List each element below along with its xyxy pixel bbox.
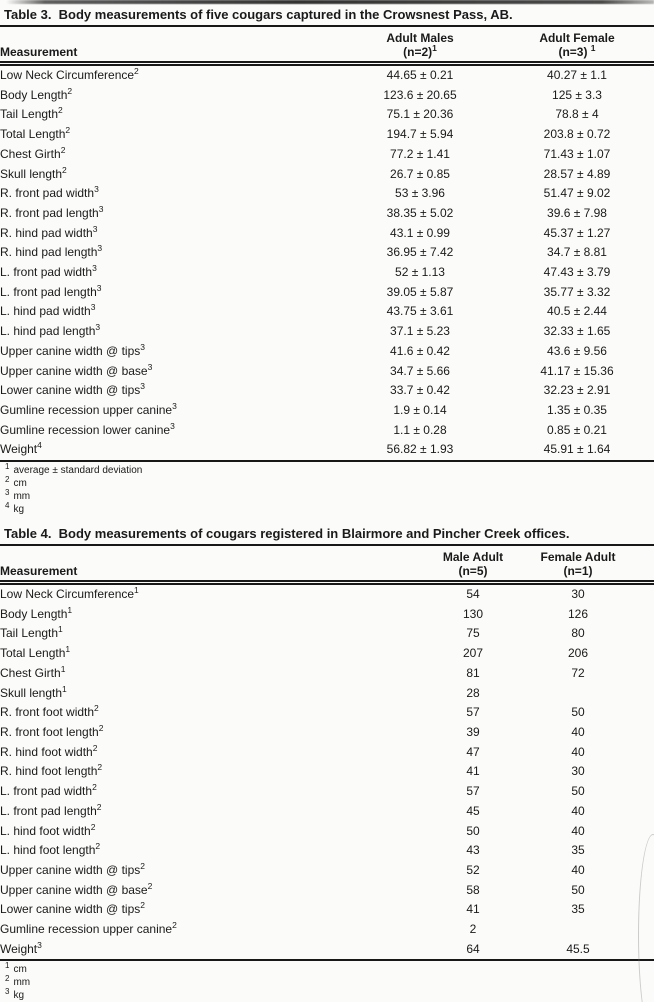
footnote-marker: 3	[92, 263, 97, 274]
footnote-marker: 2	[97, 762, 103, 773]
header-line2: (n=2)	[403, 44, 433, 59]
female-value: 51.47 ± 9.02	[543, 186, 611, 201]
footnote-marker: 4	[5, 500, 10, 510]
male-value: 36.95 ± 7.42	[386, 245, 454, 260]
measurement-label: R. hind foot length$^2$	[0, 762, 103, 779]
measurement-label: L. hind pad width$^3$	[0, 302, 96, 319]
footnote: $^1$ cm	[5, 961, 27, 976]
female-value: 30	[571, 587, 585, 602]
female-value: 125 ± 3.3	[552, 87, 602, 102]
measurement-label: Weight$^3$	[0, 940, 420, 961]
female-value	[526, 920, 654, 940]
female-value: 126	[567, 606, 589, 621]
footnote-marker: 2	[60, 144, 66, 155]
footnote-marker: 1	[65, 644, 71, 655]
female-value: 34.7 ± 8.81	[547, 245, 607, 260]
male-value: 44.65 ± 0.21	[386, 68, 454, 82]
male-value: 130	[462, 606, 484, 621]
male-value: 39	[466, 724, 480, 739]
table-row	[0, 283, 654, 303]
footnote-marker: 1	[5, 461, 10, 471]
header-line1: Male Adult	[442, 550, 504, 565]
footnote-marker: 2	[134, 66, 139, 76]
measurement-label: L. hind foot length$^2$	[0, 841, 101, 858]
footnote: $^1$ average ± standard deviation	[5, 461, 143, 477]
female-value: 30	[571, 764, 585, 779]
footnote-marker: 1	[590, 42, 596, 53]
table-row	[0, 342, 654, 362]
table-row	[0, 322, 654, 342]
measurement-label: R. front pad width$^3$	[0, 184, 99, 201]
header-line1: Adult Female	[539, 31, 615, 45]
footnote-marker: 1	[432, 42, 437, 53]
measurement-label: Lower canine width @ tips$^2$	[0, 900, 145, 917]
measurement-label: R. front pad length$^3$	[0, 203, 104, 220]
male-value: 34.7 ± 5.66	[390, 363, 450, 378]
column-header-measurement: Measurement	[0, 27, 340, 64]
footnote-marker: 3	[90, 302, 96, 313]
table3-body	[0, 64, 654, 462]
table-row	[0, 125, 654, 145]
footnote-marker: 1	[134, 585, 139, 596]
footnote-marker: 2	[92, 782, 97, 793]
male-value: 75.1 ± 20.36	[386, 107, 454, 122]
female-value: 50	[571, 705, 585, 720]
female-value: 50	[571, 882, 585, 897]
male-value: 1.9 ± 0.14	[393, 402, 447, 417]
table-row	[0, 861, 654, 881]
male-value: 37.1 ± 5.23	[390, 324, 450, 339]
footnote-marker: 2	[95, 841, 101, 852]
male-value: 77.2 ± 1.41	[390, 146, 450, 161]
footnote-marker: 2	[58, 105, 63, 116]
measurement-label: L. hind foot width$^2$	[0, 821, 96, 838]
measurement-label: R. hind pad length$^3$	[0, 243, 103, 260]
table-row	[0, 145, 654, 165]
footnote-marker: 1	[62, 683, 67, 694]
measurement-label: Upper canine width @ tips$^3$	[0, 341, 145, 358]
column-header-female-adult	[526, 546, 654, 583]
footnote-marker: 2	[67, 85, 73, 96]
table-row	[0, 64, 654, 86]
table-row	[0, 165, 654, 185]
footnote-marker: 2	[62, 164, 67, 175]
male-value: 43.1 ± 0.99	[390, 225, 450, 240]
footnote-marker: 3	[95, 322, 101, 333]
male-value: 38.35 ± 5.02	[386, 205, 454, 220]
table-row	[0, 184, 654, 204]
footnote-marker: 3	[94, 184, 99, 195]
male-value: 45	[466, 803, 480, 818]
measurement-label: Low Neck Circumference$^2$	[0, 66, 139, 82]
footnote: $^2$ cm	[5, 474, 27, 490]
table-row	[0, 381, 654, 401]
male-value: 57	[466, 784, 480, 799]
female-value: 45.37 ± 1.27	[543, 225, 611, 240]
footnote-marker: 2	[94, 703, 99, 714]
table3-title: Table 3. Body measurements of five cougars captured in the Crowsnest Pass, AB.	[0, 7, 654, 27]
table-row	[0, 263, 654, 283]
measurement-label: Total Length$^2$	[0, 125, 71, 142]
footnote-marker: 2	[140, 860, 145, 871]
table-row	[0, 900, 654, 920]
measurement-label: L. front pad width$^3$	[0, 263, 97, 280]
table3-footnotes	[0, 461, 654, 516]
header-line1: Adult Males	[386, 31, 454, 45]
female-value: 72	[571, 665, 585, 680]
header-line1: Female Adult	[540, 550, 616, 565]
measurement-label: R. front foot length$^2$	[0, 722, 104, 739]
footnote-marker: 1	[5, 961, 10, 971]
footnote-marker: 3	[140, 381, 145, 392]
female-value: 45.5	[526, 940, 654, 961]
male-value: 41	[466, 902, 480, 917]
female-value: 78.8 ± 4	[555, 107, 599, 122]
male-value: 52 ± 1.13	[395, 265, 445, 280]
male-value: 64	[420, 940, 526, 961]
footnote-marker: 2	[96, 801, 102, 812]
male-value: 2	[469, 922, 477, 937]
scan-artifact-top	[6, 0, 654, 4]
male-value: 58	[466, 882, 480, 897]
measurement-label: Upper canine width @ base$^2$	[0, 880, 153, 897]
female-value: 40	[571, 803, 585, 818]
footnote-marker: 1	[58, 624, 63, 635]
table-row	[0, 401, 654, 421]
footnote-marker: 2	[98, 722, 104, 733]
table-row	[0, 940, 654, 961]
male-value: 207	[462, 646, 484, 661]
male-value: 43	[466, 843, 480, 858]
measurement-label: L. hind pad length$^3$	[0, 322, 101, 339]
female-value: 40.27 ± 1.1	[547, 68, 607, 82]
measurement-label: Skull length$^1$	[0, 683, 67, 700]
table-row	[0, 743, 654, 763]
table-row	[0, 440, 654, 461]
footnote-marker: 3	[37, 939, 42, 950]
footnote-marker: 2	[5, 474, 10, 484]
footnote-marker: 2	[65, 125, 71, 136]
measurement-label: Upper canine width @ tips$^2$	[0, 860, 145, 877]
table-row	[0, 881, 654, 901]
male-value: 41	[466, 764, 480, 779]
female-value: 35.77 ± 3.32	[543, 284, 611, 299]
male-value: 75	[466, 626, 480, 641]
female-value: 39.6 ± 7.98	[547, 205, 607, 220]
footnote-marker: 2	[147, 880, 153, 891]
measurement-label: Low Neck Circumference$^1$	[0, 585, 139, 602]
female-value: 35	[571, 902, 585, 917]
female-value: 45.91 ± 1.64	[500, 440, 654, 461]
female-value: 40.5 ± 2.44	[547, 304, 607, 319]
female-value: 206	[567, 646, 589, 661]
measurements-table-3	[0, 27, 654, 462]
measurement-label: Body Length$^1$	[0, 604, 73, 621]
table-row	[0, 605, 654, 625]
table-row	[0, 583, 654, 605]
female-value: 80	[571, 626, 585, 641]
male-value: 81	[466, 665, 480, 680]
header-row	[0, 27, 654, 64]
table-row	[0, 822, 654, 842]
male-value: 194.7 ± 5.94	[386, 127, 454, 142]
measurement-label: Upper canine width @ base$^3$	[0, 361, 153, 378]
footnote: $^3$ kg	[5, 987, 25, 1002]
measurement-label: R. hind pad width$^3$	[0, 223, 98, 240]
female-value: 40	[571, 744, 585, 759]
table3-section	[0, 7, 654, 516]
male-value: 39.05 ± 5.87	[386, 284, 454, 299]
measurement-label: Gumline recession lower canine$^3$	[0, 420, 175, 437]
header-line2: (n=1)	[563, 563, 593, 578]
table3-header	[0, 27, 654, 64]
female-value: 32.33 ± 1.65	[543, 324, 611, 339]
table-row	[0, 644, 654, 664]
footnote-marker: 3	[5, 987, 10, 997]
male-value: 43.75 ± 3.61	[386, 304, 454, 319]
footnote-marker: 3	[97, 243, 103, 254]
table-row	[0, 421, 654, 441]
measurements-table-4	[0, 546, 654, 961]
table-row	[0, 362, 654, 382]
male-value: 50	[466, 823, 480, 838]
footnote-marker: 1	[60, 663, 66, 674]
footnote-marker: 3	[170, 420, 175, 431]
male-value: 33.7 ± 0.42	[390, 383, 450, 398]
footnote-marker: 3	[140, 341, 145, 352]
header-line2: (n=5)	[458, 563, 488, 578]
table-row	[0, 684, 654, 704]
male-value: 47	[466, 744, 480, 759]
female-value: 40	[571, 724, 585, 739]
male-value: 54	[466, 587, 480, 602]
female-value: 28.57 ± 4.89	[543, 166, 611, 181]
female-value: 35	[571, 843, 585, 858]
footnote-marker: 1	[67, 604, 73, 615]
table-row	[0, 920, 654, 940]
header-row	[0, 546, 654, 583]
footnote: $^3$ mm	[5, 487, 31, 503]
footnote-marker: 3	[147, 361, 153, 372]
female-value: 0.85 ± 0.21	[547, 422, 607, 437]
measurement-label: Total Length$^1$	[0, 644, 71, 661]
female-value: 40	[571, 862, 585, 877]
footnote-marker: 3	[96, 282, 102, 293]
measurement-label: R. front foot width$^2$	[0, 703, 99, 720]
female-value: 71.43 ± 1.07	[543, 146, 611, 161]
male-value: 53 ± 3.96	[395, 186, 445, 201]
measurement-label: L. front pad length$^2$	[0, 801, 102, 818]
column-header-adult-female	[500, 27, 654, 64]
measurement-label: Lower canine width @ tips$^3$	[0, 381, 145, 398]
measurement-label: L. front pad width$^2$	[0, 782, 97, 799]
female-value: 1.35 ± 0.35	[547, 402, 607, 417]
table-row	[0, 762, 654, 782]
measurement-label: Gumline recession upper canine$^2$	[0, 920, 177, 937]
footnote: $^4$ kg	[5, 500, 25, 516]
table-row	[0, 105, 654, 125]
female-value: 32.23 ± 2.91	[543, 383, 611, 398]
table-row	[0, 204, 654, 224]
measurement-label: Body Length$^2$	[0, 85, 73, 102]
footnote-marker: 2	[5, 974, 10, 984]
footnote-marker: 2	[90, 821, 96, 832]
male-value: 41.6 ± 0.42	[390, 343, 450, 358]
measurement-label: Chest Girth$^2$	[0, 144, 66, 161]
table4-section	[0, 526, 654, 1002]
table-row	[0, 243, 654, 263]
measurement-label: Weight$^4$	[0, 440, 340, 461]
column-header-male-adult	[420, 546, 526, 583]
female-value: 203.8 ± 0.72	[543, 127, 611, 142]
measurement-label: Gumline recession upper canine$^3$	[0, 400, 177, 417]
footnote: $^2$ mm	[5, 974, 31, 989]
table4-title: Table 4. Body measurements of cougars registered in Blairmore and Pincher Creek offices.	[0, 526, 654, 546]
footnote-marker: 2	[140, 900, 145, 911]
column-header-measurement: Measurement	[0, 546, 420, 583]
footnote-marker: 3	[5, 487, 10, 497]
female-value	[526, 684, 654, 704]
male-value: 123.6 ± 20.65	[383, 87, 457, 102]
footnote-marker: 3	[98, 203, 104, 214]
table-row	[0, 723, 654, 743]
footnote-marker: 3	[92, 223, 98, 234]
table-row	[0, 703, 654, 723]
table-row	[0, 302, 654, 322]
table4-header	[0, 546, 654, 583]
male-value: 26.7 ± 0.85	[390, 166, 450, 181]
footnote-marker: 3	[172, 400, 177, 411]
footnote-marker: 2	[172, 920, 177, 931]
male-value: 28	[466, 685, 480, 700]
table-row	[0, 664, 654, 684]
female-value: 47.43 ± 3.79	[543, 265, 611, 280]
measurement-label: L. front pad length$^3$	[0, 282, 102, 299]
measurement-label: Chest Girth$^1$	[0, 663, 66, 680]
measurement-label: Tail Length$^2$	[0, 105, 63, 122]
table-row	[0, 624, 654, 644]
measurement-label: Tail Length$^1$	[0, 624, 63, 641]
table4-footnotes	[0, 963, 654, 1002]
measurement-label: Skull length$^2$	[0, 164, 67, 181]
table-row	[0, 841, 654, 861]
table-row	[0, 224, 654, 244]
table-row	[0, 86, 654, 106]
table-row	[0, 802, 654, 822]
measurement-label: R. hind foot width$^2$	[0, 742, 98, 759]
footnote-marker: 4	[37, 440, 42, 451]
male-value: 56.82 ± 1.93	[340, 440, 500, 461]
female-value: 40	[571, 823, 585, 838]
column-header-adult-males	[340, 27, 500, 64]
header-line2: (n=3)	[558, 44, 591, 59]
male-value: 57	[466, 705, 480, 720]
female-value: 50	[571, 784, 585, 799]
footnote-marker: 2	[92, 742, 98, 753]
male-value: 1.1 ± 0.28	[393, 422, 447, 437]
table-row	[0, 782, 654, 802]
table4-body	[0, 583, 654, 961]
female-value: 41.17 ± 15.36	[540, 363, 614, 378]
male-value: 52	[466, 862, 480, 877]
female-value: 43.6 ± 9.56	[547, 343, 607, 358]
